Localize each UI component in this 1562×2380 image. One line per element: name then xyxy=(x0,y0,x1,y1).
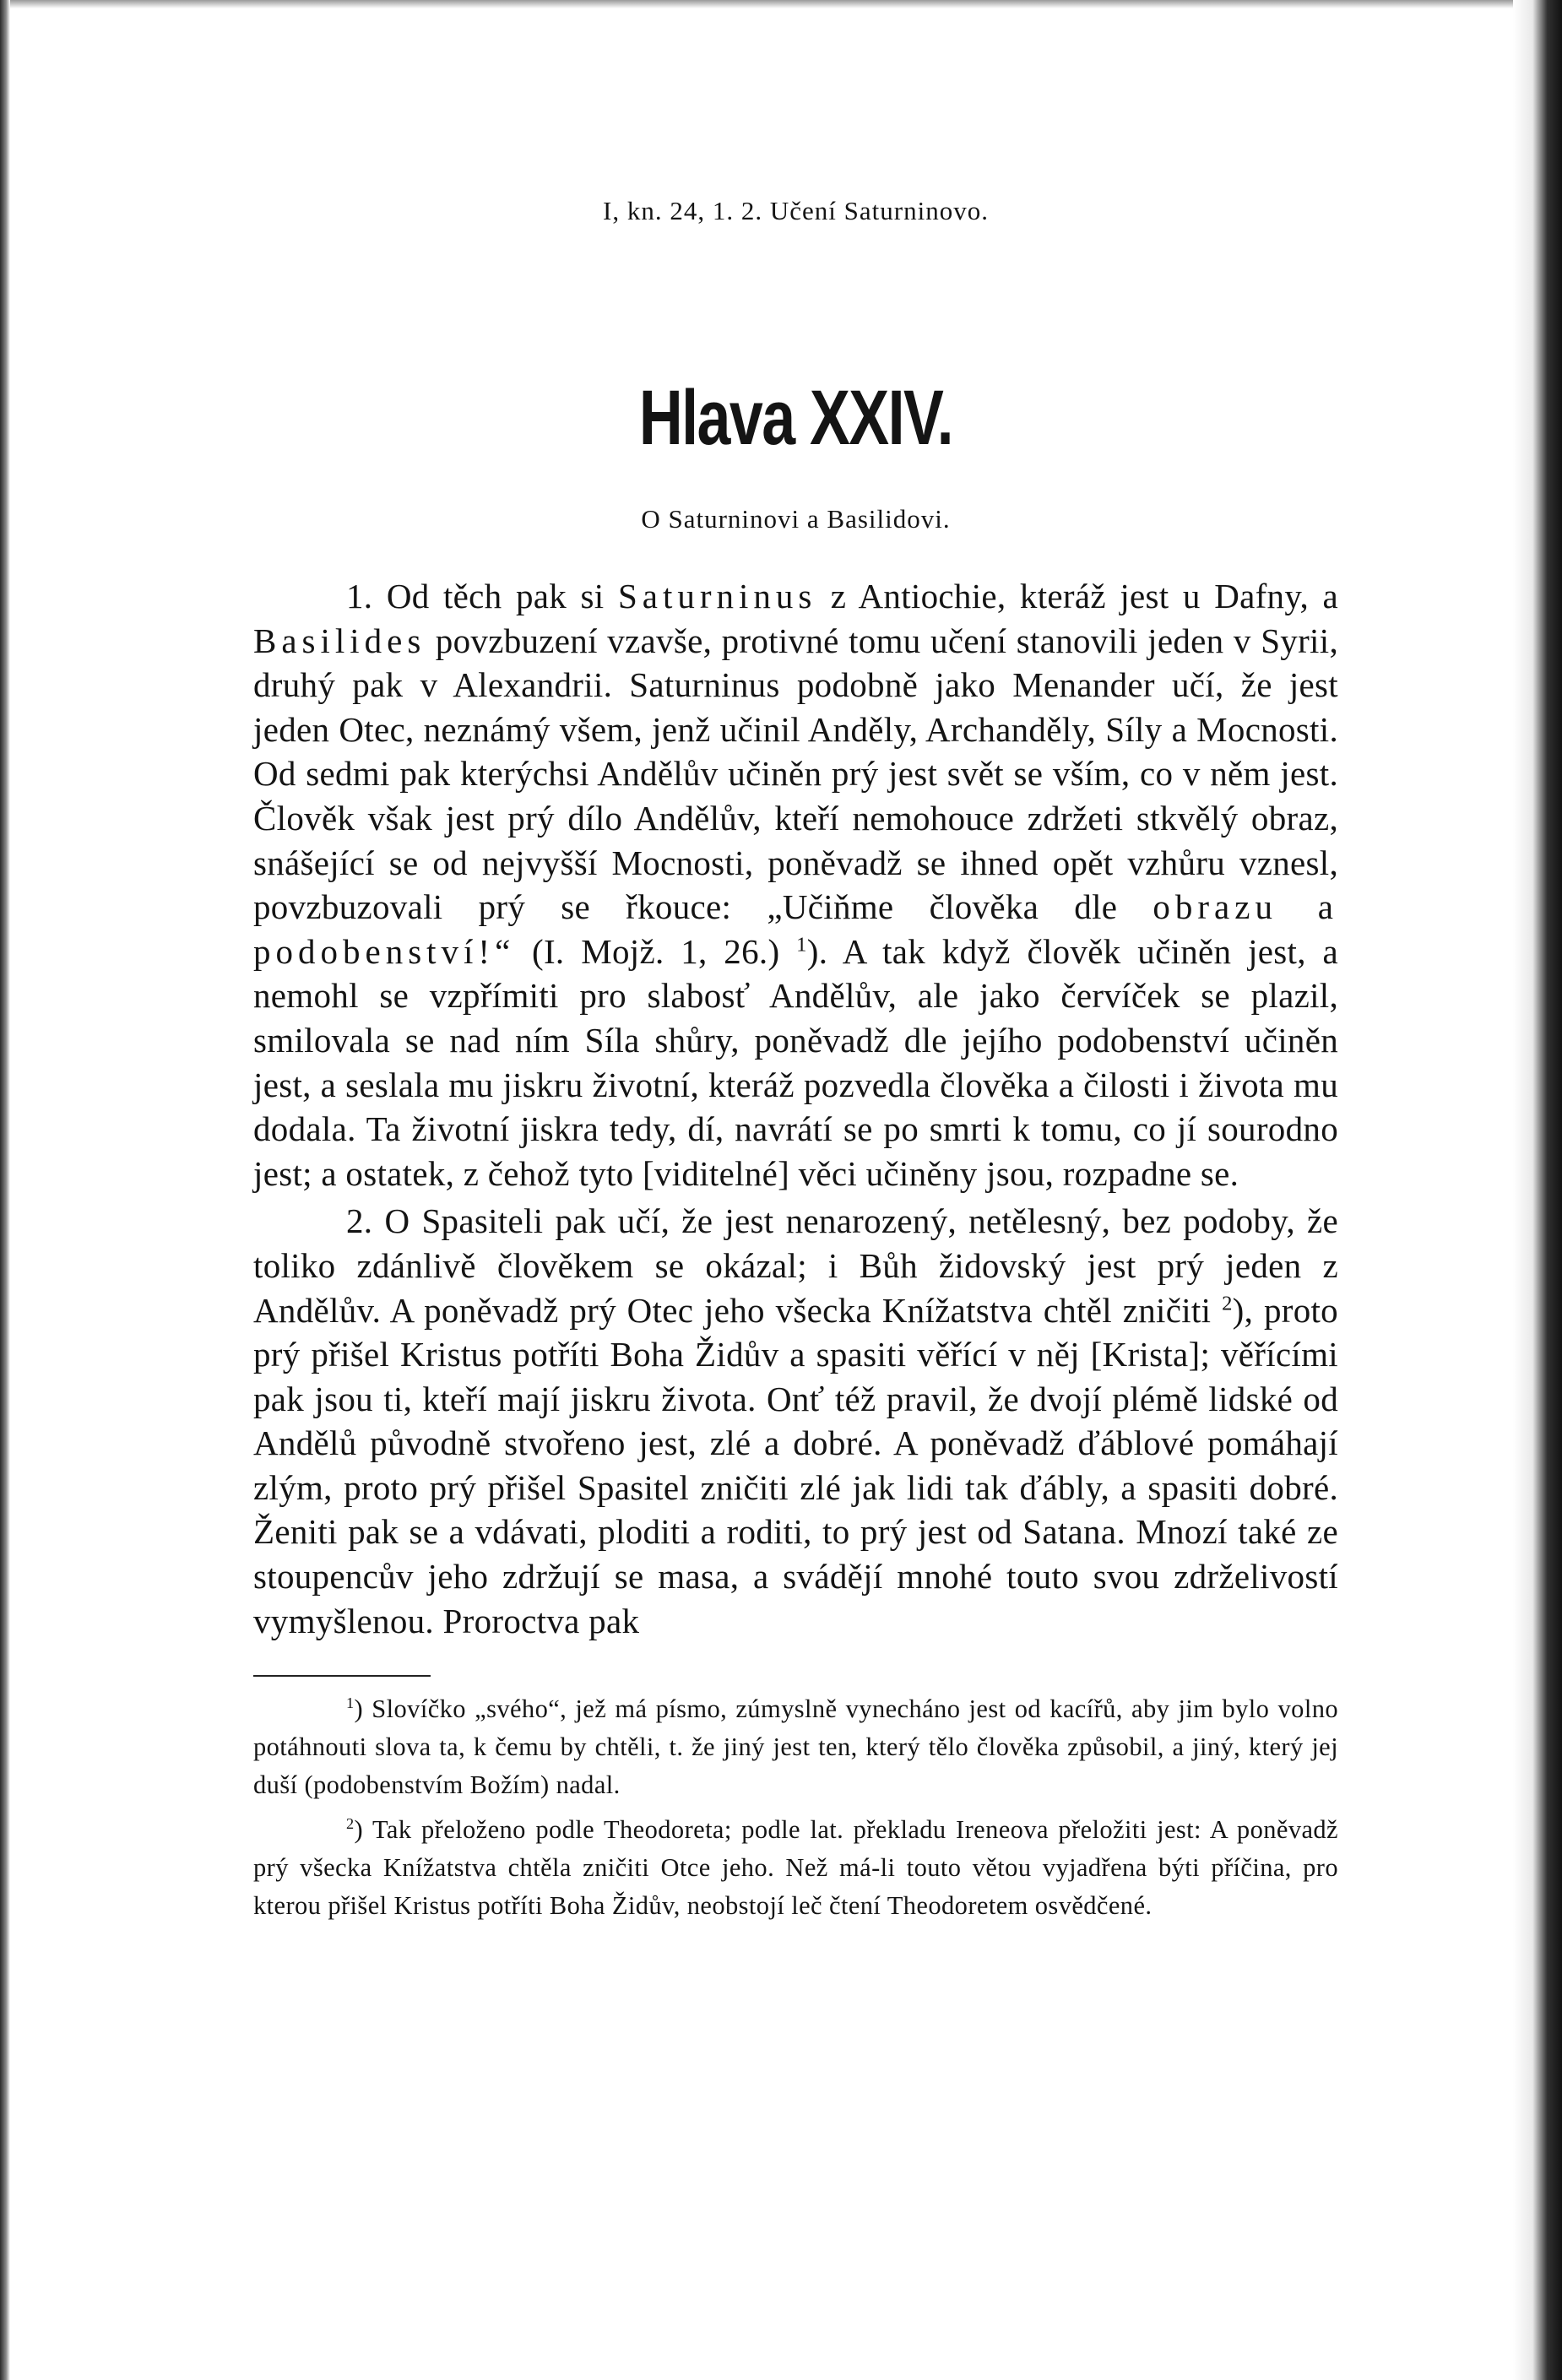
footnote-2 xyxy=(253,1811,1338,1925)
footnote-mark-2: 2 xyxy=(346,1815,355,1833)
scan-edge-top xyxy=(0,0,1562,8)
text-run: 1. Od těch pak si xyxy=(346,577,618,615)
text-run: (I. Mojž. 1, 26.) xyxy=(515,931,797,971)
text-run: ), proto prý přišel Kristus potříti Boha Židův a spasiti věřící v něj [Krista]; věřícími pak jsou ti, kteří mají jiskru života. Onť též pravil, že dvojí plémě lidské od Andělů původně stvořeno jest, zlé a dobré. A poněvadž ďáblové pomáhají zlým, proto prý přišel Spasitel zničiti zlé jak lidi tak ďábly, a spasiti dobré. Ženiti pak se a vdávati, ploditi a roditi, to prý jest od Satana. Mnozí také ze stoupencův jeho zdržují se masa, a svádějí mnohé touto svou zdrželivostí vymyšlenou. Proroctva pak xyxy=(253,1290,1338,1640)
footnotes xyxy=(253,1690,1338,1925)
footnote-1 xyxy=(253,1690,1338,1804)
text-run: z Antiochie, kteráž jest u Dafny, a xyxy=(816,577,1339,615)
chapter-title: Hlava XXIV. xyxy=(638,375,953,461)
scan-edge-right xyxy=(1513,0,1562,2380)
footnote-text-1: ) Slovíčko „svého“, jež má písmo, zúmyslně vynecháno jest od kacířů, aby jim bylo volno potáhnouti slova ta, k čemu by chtěli, t. že jiný jest ten, který tělo člověka způsobil, a jiný, který jej duší (podobenstvím Božím) nadal. xyxy=(253,1694,1338,1800)
text-run: ). A tak když člověk učiněn jest, a nemohl se vzpřímiti pro slabosť Andělův, ale jako červíček se plazil, smilovala se nad ním Síla shůry, poněvadž dle jejího podobenství učiněn jest, a seslala mu jiskru životní, kteráž pozvedla člověka a čilosti i života mu dodala. Ta životní jiskra tedy, dí, navrátí se po smrti k tomu, co jí sourodno jest; a ostatek, z čehož tyto [viditelné] věci učiněny jsou, rozpadne se. xyxy=(253,931,1338,1193)
footnote-mark-1: 1 xyxy=(346,1694,355,1712)
footnote-divider xyxy=(253,1675,431,1677)
paragraph-2 xyxy=(253,1199,1338,1643)
text-run: 2. O Spasiteli pak učí, že jest nenarozený, netělesný, bez podoby, že toliko zdánlivě člověkem se okázal; i Bůh židovský jest prý jeden z Andělův. A poněvadž prý Otec jeho všecka Knížatstva chtěl zničiti xyxy=(253,1201,1338,1330)
footnote-text-2: ) Tak přeloženo podle Theodoreta; podle lat. překladu Ireneova přeložiti jest: A poněvadž prý všecka Knížatstva chtěla zničiti Otce jeho. Než má-li touto větou vyjadřena býti příčina, pro kterou přišel Kristus potříti Boha Židův, neobstojí leč čtení Theodoretem osvědčené. xyxy=(253,1815,1338,1921)
book-page xyxy=(253,190,1338,1925)
spaced-name-basilides: Basilides xyxy=(253,621,426,660)
footnote-ref-2[interactable]: 2 xyxy=(1222,1291,1233,1315)
spaced-name-saturninus: Saturninus xyxy=(617,577,817,615)
chapter-subtitle: O Saturninovi a Basilidovi. xyxy=(641,504,951,534)
running-head: I, kn. 24, 1. 2. Učení Saturninovo. xyxy=(603,196,989,225)
paragraph-1 xyxy=(253,574,1338,1195)
spaced-quote: obrazu a podobenství!“ xyxy=(253,887,1338,971)
scan-edge-left xyxy=(0,0,10,2380)
text-run: povzbuzení vzavše, protivné tomu učení stanovili jeden v Syrii, druhý pak v Alexandrii. Saturninus podobně jako Menander učí, že jest jeden Otec, neznámý všem, jenž učinil Anděly, Archanděly, Síly a Mocnosti. Od sedmi pak kterýchsi Andělův učiněn prý jest svět se vším, co v něm jest. Člověk však jest prý dílo Andělův, kteří nemohouce zdržeti stkvělý obraz, snášející se od nejvyšší Mocnosti, poněvadž se ihned opět vzhůru vznesl, povzbuzovali prý se řkouce: „Učiňme člověka dle xyxy=(253,621,1338,927)
body-text xyxy=(253,574,1338,1643)
footnote-ref-1[interactable]: 1 xyxy=(796,933,807,957)
